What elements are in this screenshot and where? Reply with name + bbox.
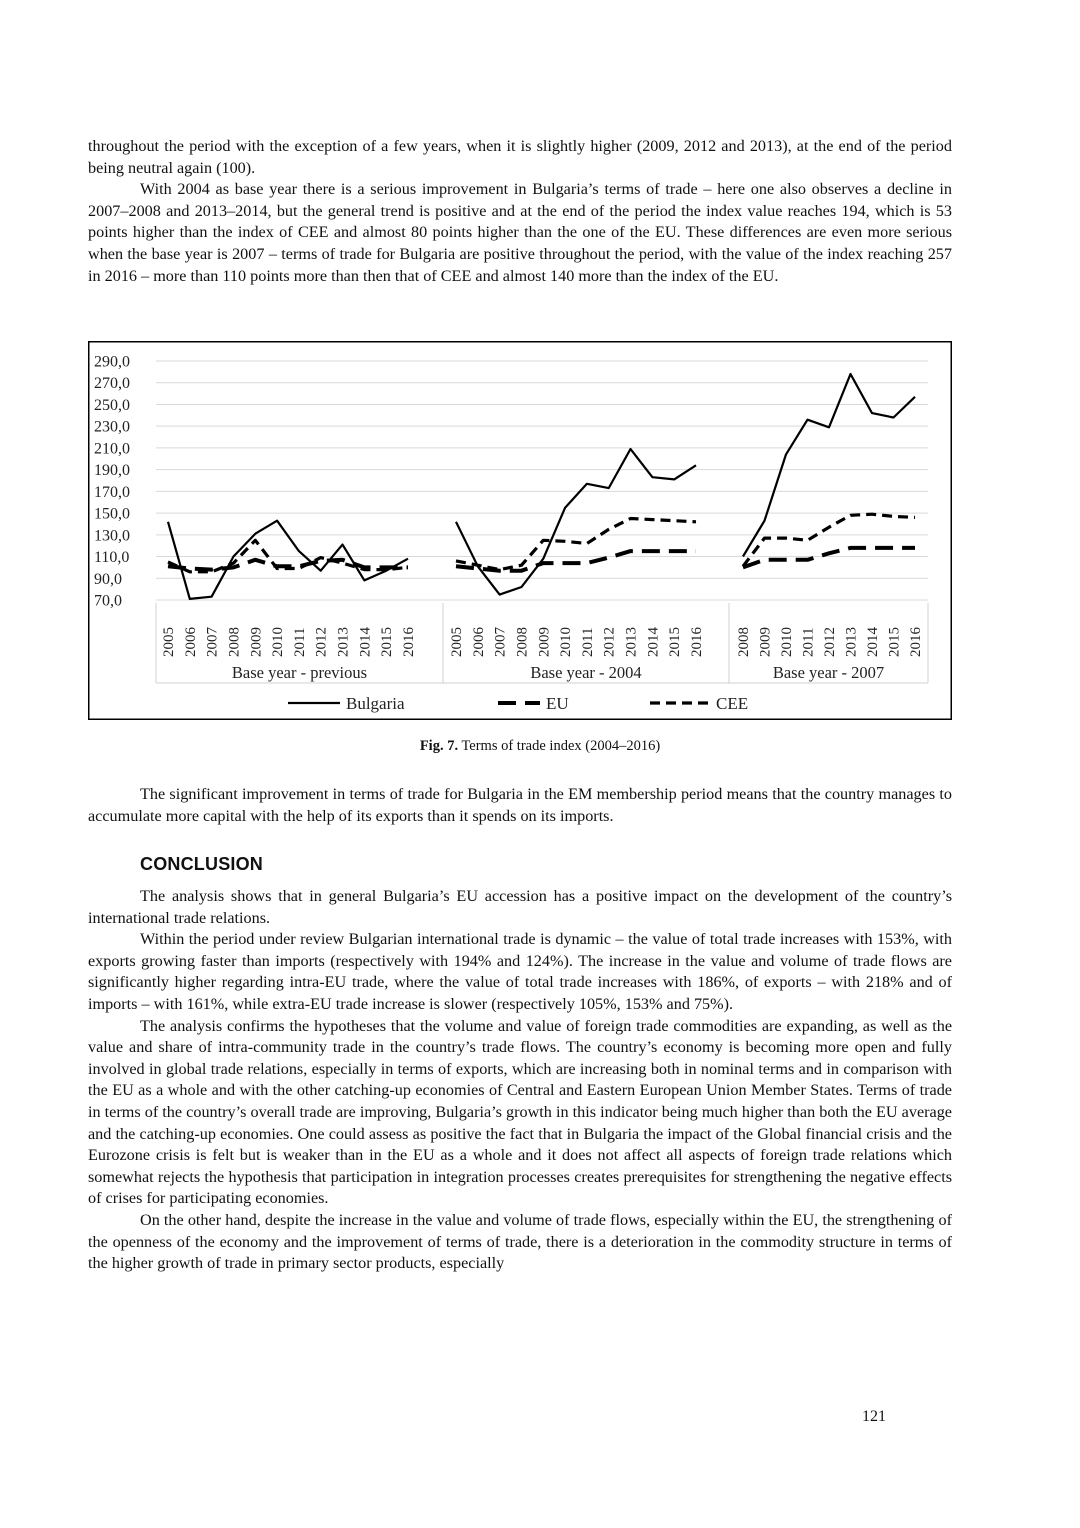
x-tick-label: 2011 bbox=[800, 627, 817, 657]
paragraph: The analysis shows that in general Bulgaria’s EU accession has a positive impact on the development of the country’s international trade relations. bbox=[88, 887, 952, 927]
y-tick-label: 150,0 bbox=[94, 505, 130, 523]
x-tick-label: 2005 bbox=[161, 627, 177, 657]
x-tick-label: 2008 bbox=[226, 627, 243, 657]
y-tick-label: 70,0 bbox=[94, 592, 122, 610]
x-tick-label: 2013 bbox=[623, 627, 640, 657]
paragraph: With 2004 as base year there is a serious improvement in Bulgaria’s terms of trade – here one also observes a decline in 2007–2008 and 2013–2014, but the general trend is positive and at the end of the period the index value reaches 194, which is 53 points higher than the index of CEE and almost 80 points higher than the one of the EU. These differences are even more serious when the base year is 2007 – terms of trade for Bulgaria are positive throughout the period, with the value of the index reaching 257 in 2016 – more than 110 points more than then that of CEE and almost 140 more than the index of the EU. bbox=[88, 180, 952, 285]
x-tick-label: 2013 bbox=[843, 627, 860, 657]
post-figure-text bbox=[88, 784, 952, 827]
y-tick-label: 210,0 bbox=[94, 440, 130, 458]
x-tick-label: 2011 bbox=[291, 627, 308, 657]
x-tick-label: 2014 bbox=[865, 627, 881, 657]
terms-of-trade-chart bbox=[88, 341, 952, 720]
x-tick-label: 2015 bbox=[886, 627, 903, 657]
paragraph: throughout the period with the exception of a few years, when it is slightly higher (2009, 2012 and 2013), at the end of the period being neutral again (100). bbox=[88, 137, 952, 177]
group-label: Base year - 2004 bbox=[530, 663, 642, 682]
paragraph: On the other hand, despite the increase in the value and volume of trade flows, especially within the EU, the strengthening of the openness of the economy and the improvement of terms of trade, there is a deterioration in the commodity structure in terms of the higher growth of trade in primary sector products, especially bbox=[88, 1210, 952, 1273]
x-tick-label: 2013 bbox=[335, 627, 352, 657]
conclusion-text bbox=[88, 886, 952, 1275]
y-tick-label: 110,0 bbox=[94, 549, 130, 567]
intro-text bbox=[88, 136, 952, 287]
x-tick-label: 2006 bbox=[470, 627, 487, 657]
group-label: Base year - previous bbox=[231, 663, 368, 682]
y-tick-label: 250,0 bbox=[94, 396, 130, 414]
x-tick-label: 2016 bbox=[908, 627, 924, 657]
y-tick-label: 130,0 bbox=[94, 527, 130, 545]
x-tick-label: 2014 bbox=[357, 627, 374, 657]
legend-label: CEE bbox=[716, 694, 749, 713]
figure-7 bbox=[88, 341, 952, 720]
x-tick-label: 2007 bbox=[492, 627, 509, 657]
y-tick-label: 170,0 bbox=[94, 483, 130, 501]
x-tick-label: 2009 bbox=[248, 627, 265, 657]
x-tick-label: 2005 bbox=[449, 627, 465, 657]
paragraph: The analysis confirms the hypotheses that the volume and value of foreign trade commodities are expanding, as well as the value and share of intra-community trade in the country’s trade flows. The country’s economy is becoming more open and fully involved in global trade relations, especially in terms of exports, which are increasing both in nominal terms and in comparison with the EU as a whole and with the other catching-up economies of Central and Eastern European Union Member States. Terms of trade in terms of the country’s overall trade are improving, Bulgaria’s growth in this indicator being much higher than both the EU average and the catching-up economies. One could assess as positive the fact that in Bulgaria the impact of the Global financial crisis and the Eurozone crisis is felt but is weaker than in the EU as a whole and it does not affect all aspects of foreign trade relations which somewhat rejects the hypothesis that participation in integration processes creates prerequisites for strengthening the negative effects of crises for participating economies. bbox=[88, 1016, 952, 1208]
x-tick-label: 2007 bbox=[204, 627, 221, 657]
x-tick-label: 2010 bbox=[558, 627, 575, 657]
legend-label: Bulgaria bbox=[346, 694, 405, 713]
group-label: Base year - 2007 bbox=[772, 663, 885, 682]
x-tick-label: 2009 bbox=[757, 627, 774, 657]
x-tick-label: 2012 bbox=[601, 627, 618, 657]
section-heading: CONCLUSION bbox=[140, 854, 263, 874]
y-tick-label: 270,0 bbox=[94, 375, 130, 393]
y-tick-label: 190,0 bbox=[94, 462, 130, 480]
y-tick-label: 90,0 bbox=[94, 570, 122, 588]
x-tick-label: 2010 bbox=[779, 627, 795, 657]
y-tick-label: 290,0 bbox=[94, 353, 130, 371]
x-tick-label: 2008 bbox=[736, 627, 752, 657]
y-tick-label: 230,0 bbox=[94, 418, 130, 436]
x-tick-label: 2008 bbox=[514, 627, 531, 657]
figure-caption bbox=[0, 738, 1080, 755]
x-tick-label: 2011 bbox=[579, 627, 596, 657]
x-tick-label: 2009 bbox=[536, 627, 553, 657]
paragraph: The significant improvement in terms of trade for Bulgaria in the EM membership period means that the country manages to accumulate more capital with the help of its exports than it spends on its imports. bbox=[88, 785, 952, 825]
x-tick-label: 2014 bbox=[645, 627, 662, 657]
x-tick-label: 2015 bbox=[667, 627, 684, 657]
caption-text: Terms of trade index (2004–2016) bbox=[461, 738, 661, 754]
x-tick-label: 2016 bbox=[689, 627, 705, 657]
legend-label: EU bbox=[546, 694, 569, 713]
paragraph: Within the period under review Bulgarian international trade is dynamic – the value of total trade increases with 153%, with exports growing faster than imports (respectively with 194% and 124%). The increase in the value and volume of trade flows are significantly higher regarding intra-EU trade, where the value of total trade increases with 186%, of exports – with 218% and of imports – with 161%, while extra-EU trade increase is slower (respectively 105%, 153% and 75%). bbox=[88, 930, 952, 1013]
page-number: 121 bbox=[862, 1408, 886, 1425]
x-tick-label: 2010 bbox=[270, 627, 287, 657]
x-tick-label: 2016 bbox=[401, 627, 417, 657]
caption-label: Fig. 7. bbox=[419, 738, 459, 754]
x-tick-label: 2012 bbox=[313, 627, 330, 657]
x-tick-label: 2012 bbox=[822, 627, 838, 657]
x-tick-label: 2015 bbox=[379, 627, 396, 657]
x-tick-label: 2006 bbox=[182, 627, 199, 657]
